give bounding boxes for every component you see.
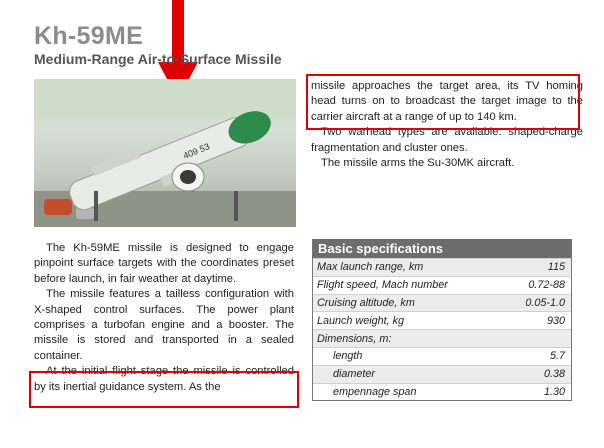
spec-value: 930: [546, 314, 565, 327]
spec-label: Max launch range, km: [317, 261, 424, 274]
spec-row: [313, 329, 571, 347]
spec-value: 0.72-88: [528, 279, 565, 292]
left-paragraph-1: The Kh-59ME missile is designed to engage pinpoint surface targets with the coordinates preset before launch, in fair weather at daytime.: [34, 242, 294, 285]
spec-value: 5.7: [549, 350, 565, 363]
page-subtitle: Medium-Range Air-to-Surface Missile: [34, 51, 282, 67]
highlight-box-top: [306, 74, 580, 130]
spec-label: Cruising altitude, km: [317, 296, 415, 309]
right-paragraph-3: The missile arms the Su-30MK aircraft.: [321, 157, 515, 170]
spec-value: 0.38: [543, 368, 565, 381]
specifications-table: [312, 239, 572, 401]
spec-row: [313, 365, 571, 383]
missile-marking-text: 409 53: [181, 141, 212, 161]
spec-value: 1.30: [543, 385, 565, 398]
spec-row: [313, 383, 571, 401]
spec-row: [313, 311, 571, 329]
right-paragraph-1: missile approaches the target area, its TV homing head turns on to broadcast the target image to the carrier aircraft at a range of up to 140 km.: [311, 80, 583, 123]
spec-row: [313, 276, 571, 294]
page-title: Kh-59ME: [34, 22, 144, 50]
spec-label: empennage span: [333, 385, 417, 398]
spec-label: Launch weight, kg: [317, 314, 405, 327]
left-paragraph-2: The missile features a tailless configuration with X-shaped control surfaces. The power plant comprises a turbofan engine and a booster. The missile is stored and transported in a sealed container.: [34, 288, 294, 362]
spec-value: 0.05-1.0: [525, 296, 565, 309]
specifications-heading: Basic specifications: [313, 239, 571, 258]
right-paragraph-2: Two warhead types are available: shaped-charge fragmentation and cluster ones.: [311, 126, 583, 154]
spec-label: length: [333, 350, 363, 363]
spec-label: Dimensions, m:: [317, 332, 392, 345]
spec-label: diameter: [333, 368, 376, 381]
highlight-box-bottom: [29, 371, 299, 408]
missile-photo: [34, 79, 296, 227]
spec-row: [313, 347, 571, 365]
spec-row: [313, 258, 571, 276]
spec-value: 115: [547, 261, 565, 274]
left-paragraph-3: At the initial flight stage the missile is controlled by its inertial guidance system. As the: [34, 365, 294, 393]
spec-label: Flight speed, Mach number: [317, 279, 448, 292]
spec-row: [313, 294, 571, 312]
